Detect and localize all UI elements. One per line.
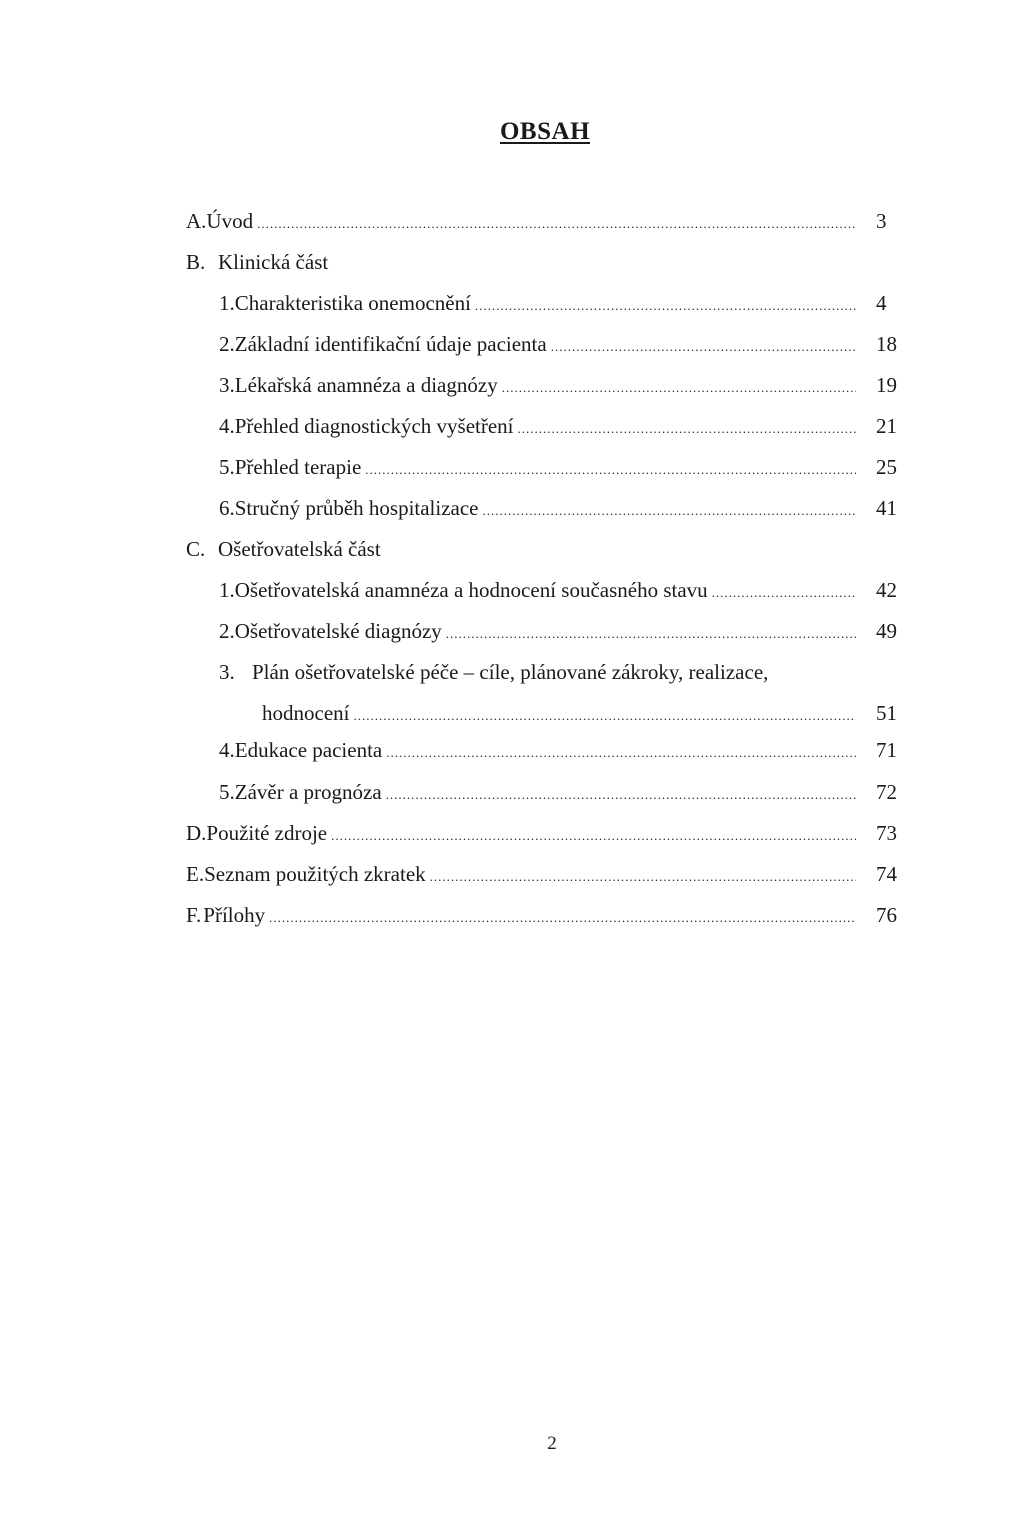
toc-page-number: 72 [876,780,897,804]
dot-leader [483,497,856,525]
dot-leader [269,904,856,932]
toc-entry-prubeh-hospitalizace[interactable] [219,494,897,525]
toc-entry-uvod[interactable] [186,207,887,238]
toc-entry-osetrovatelska-anamneza[interactable] [219,576,897,607]
toc-marker: A. [186,209,207,233]
toc-entry-title: Edukace pacienta [234,738,383,762]
dot-leader [257,210,856,238]
toc-entry-title: Ošetřovatelská část [218,537,381,561]
toc-entry-seznam-zkratek[interactable] [186,860,897,891]
toc-section-klinicka-cast[interactable] [186,248,860,276]
dot-leader [712,579,856,607]
toc-entry-lekarska-anamneza[interactable] [219,371,897,402]
dot-leader [331,822,856,850]
toc-entry-title: Seznam použitých zkratek [204,862,426,886]
toc-entry-title: Ošetřovatelské diagnózy [234,619,442,643]
toc-entry-plan-pece-continuation[interactable] [262,699,897,730]
dot-leader [386,739,856,767]
toc-entry-title: Charakteristika onemocnění [234,291,471,315]
toc-marker: 5. [219,455,235,479]
toc-marker: D. [186,821,207,845]
toc-page-number: 76 [876,903,897,927]
toc-marker: 6. [219,496,235,520]
dot-leader [353,702,856,730]
toc-page-number: 73 [876,821,897,845]
toc-marker: C. [186,537,206,561]
toc-entry-charakteristika[interactable] [219,289,887,320]
toc-marker: F. [186,903,202,927]
toc-entry-title: Přehled terapie [234,455,362,479]
toc-entry-title: Použité zdroje [206,821,328,845]
toc-marker: 2. [219,332,235,356]
toc-entry-zaver-prognoza[interactable] [219,778,897,809]
toc-page-number: 18 [876,332,897,356]
toc-page-number: 51 [876,701,897,725]
toc-page-number: 4 [876,291,887,315]
toc-entry-title: Lékařská anamnéza a diagnózy [234,373,498,397]
toc-section-osetrovatelska-cast[interactable] [186,535,860,563]
toc-entry-title: Ošetřovatelská anamnéza a hodnocení současného stavu [234,578,708,602]
toc-entry-prehled-terapie[interactable] [219,453,897,484]
toc-page-number: 41 [876,496,897,520]
toc-marker: 1. [219,578,235,602]
toc-page-number: 19 [876,373,897,397]
page-number: 2 [547,1433,557,1454]
toc-page-number: 71 [876,738,897,762]
toc-entry-title-continuation: hodnocení [262,701,350,725]
toc-entry-title: Přehled diagnostických vyšetření [234,414,514,438]
toc-entry-diagnosticka-vysetreni[interactable] [219,412,897,443]
toc-page-number: 42 [876,578,897,602]
toc-marker: E. [186,862,205,886]
toc-entry-plan-pece[interactable] [219,658,860,686]
dot-leader [502,374,856,402]
toc-page-number: 25 [876,455,897,479]
toc-entry-title: Základní identifikační údaje pacienta [234,332,547,356]
toc-marker: 4. [219,738,235,762]
toc-page-number: 21 [876,414,897,438]
toc-entry-title: Přílohy [203,903,266,927]
toc-entry-title: Závěr a prognóza [234,780,382,804]
dot-leader [446,620,856,648]
toc-page-number: 49 [876,619,897,643]
dot-leader [518,415,856,443]
toc-marker: 5. [219,780,235,804]
toc-entry-title: Úvod [206,209,254,233]
toc-entry-edukace[interactable] [219,736,897,767]
toc-page-number: 74 [876,862,897,886]
dot-leader [475,292,856,320]
toc-entry-pouzite-zdroje[interactable] [186,819,897,850]
dot-leader [386,781,856,809]
toc-marker: 4. [219,414,235,438]
page-title: OBSAH [499,118,591,145]
toc-entry-title: Klinická část [218,250,329,274]
toc-entry-identifikacni-udaje[interactable] [219,330,897,361]
toc-page-number: 3 [876,209,887,233]
toc-marker: B. [186,250,206,274]
toc-marker: 3. [219,373,235,397]
toc-marker: 3. [219,660,235,684]
dot-leader [551,333,856,361]
toc-marker: 1. [219,291,235,315]
toc-entry-title: Stručný průběh hospitalizace [234,496,479,520]
toc-entry-osetrovatelske-diagnozy[interactable] [219,617,897,648]
dot-leader [430,863,856,891]
toc-marker: 2. [219,619,235,643]
toc-entry-prilohy[interactable] [186,901,897,932]
dot-leader [365,456,856,484]
toc-entry-title: Plán ošetřovatelské péče – cíle, plánované zákroky, realizace, [252,660,769,684]
